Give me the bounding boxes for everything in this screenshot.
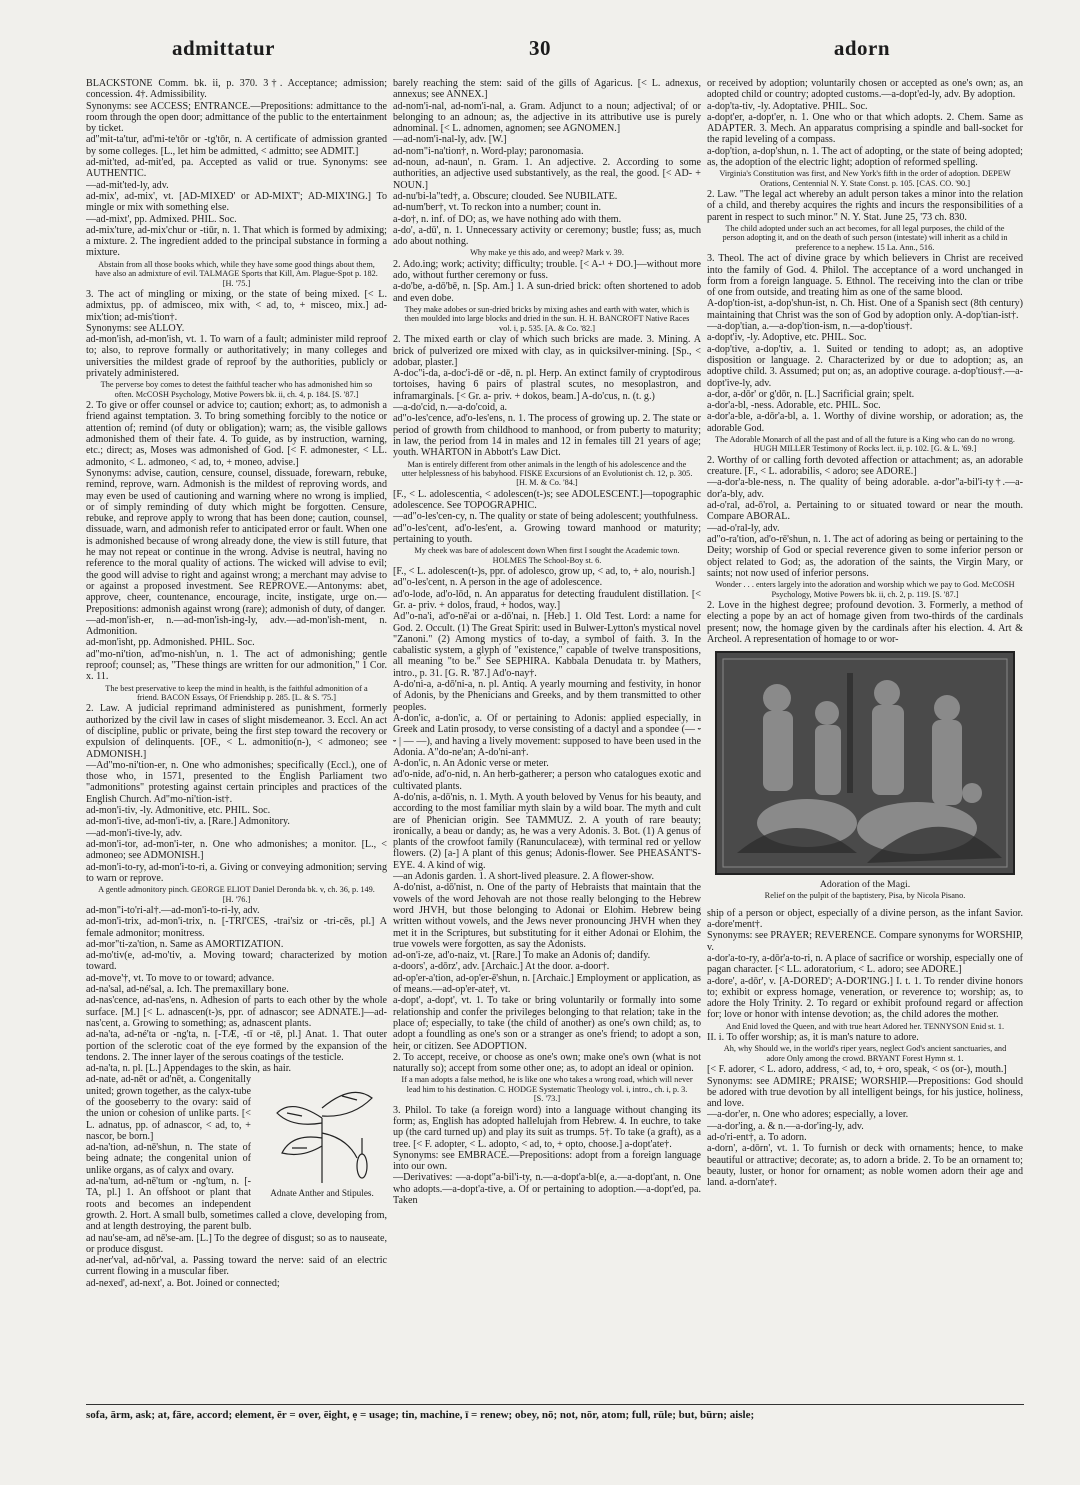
dictionary-entry: 2. Love in the highest degree; profound devotion. 3. Formerly, a method of electing a pope by an act of homage given from two-thirds of the cardinals present; now, the homage given by the cardinals after his election. 4. Art & Archeol. A representation of homage to or wor- (707, 599, 1023, 645)
citation: They make adobes or sun-dried bricks by mixing ashes and earth with water, which is then moulded into large blocks and dried in the sun. H. H. BANCROFT Native Races vol. i, p. 535. [A. & Co. '82.] (404, 305, 690, 333)
dictionary-entry: A-don'ic, n. An Adonic verse or meter. (393, 758, 549, 770)
dictionary-entry: BLACKSTONE Comm. bk. ii, p. 370. 3†. Acceptance; admission; concession. 4†. Admissibility. (86, 78, 387, 101)
footer-rule (86, 1404, 1024, 1405)
citation: The Adorable Monarch of all the past and of all the future is a King who can do no wrong. HUGH MILLER Testimony of Rocks lect. ii, p. 102. [G. & L. '69.] (715, 435, 1015, 454)
dictionary-entry: ad-mon"i-to'ri-al†.—ad-mon'i-to-ri-ly, adv. (86, 904, 260, 916)
dictionary-entry: Synonyms: see ALLOY. (86, 322, 185, 334)
dictionary-entry: —ad-mon'ish-er, n.—ad-mon'ish-ing-ly, adv.—ad-mon'ish-ment, n. Admonition. (86, 614, 387, 638)
dictionary-entry: [F., < L. adolescentia, < adolescen(t-)s; see ADOLESCENT.]—topographic adolescence. See TOPOGRAPHIC. (393, 488, 701, 512)
dictionary-entry: ad-nu'bi-la"ted†, a. Obscure; clouded. See NUBILATE. (393, 190, 618, 202)
plant-figure (257, 1078, 387, 1198)
dictionary-entry: a-dopt', a-dopt', vt. 1. To take or bring voluntarily or formally into some relationship and confer the privileges belonging to that relation; take in the place of; especially, to take (the child of another) as one's own child; as, to adopt a foundling as one's son or a stranger as one's friend; to adopt a son, heir, or citizen. See ADOPTION. (393, 995, 701, 1052)
dictionary-entry: a-dore', a-dōr', v. [A-DORED'; A-DOR'ING.] I. t. 1. To render divine honors to; exhibit or express homage, veneration, or reverence to; worship; as, to adore the Holy Trinity. 2. To regard or exhibit profound regard or affection for; love or honor with intense devotion; as, the child adores the mother. (707, 975, 1023, 1021)
dictionary-entry: 2. Worthy of or calling forth devoted affection or attachment; as, an adorable creature. [F., < L. adorabilis, < adoro; see ADORE.] (707, 454, 1023, 478)
dictionary-entry: 2. Law. A judicial reprimand administered as punishment, formerly authorized by the civil law in cases of slight misdemeanor. 3. Eccl. An act of discipline, public or private, being the first step toward the recovery or expulsion of delinquents. [OF., < L. admonitio(n-), < admoneo; see ADMONISH.] (86, 703, 387, 760)
dictionary-entry: a-do', a-dū', n. 1. Unnecessary activity or ceremony; bustle; fuss; as, much ado about nothing. (393, 224, 701, 248)
dictionary-entry: II. i. To offer worship; as, it is man's nature to adore. (707, 1032, 919, 1044)
citation: The best preservative to keep the mind in health, is the faithful admonition of a friend. BACON Essays, Of Friendship p. 285. [L. & S. '75.] (105, 683, 368, 702)
dictionary-entry: a-dorn', a-dōrn', vt. 1. To furnish or deck with ornaments; hence, to make beautiful or attractive; decorate; as, to adorn a bride. 2. To be an ornament to; beauty, luster, or honor for ornament; as noble women adorn their age and land. a-dorn'ate†. (707, 1143, 1023, 1189)
page-number: 30 (529, 36, 551, 60)
dictionary-entry: ad-mon'i-to-ry, ad-mon'i-to-ri, a. Giving or conveying admonition; serving to warn or reprove. (86, 861, 387, 884)
dictionary-entry: ad-nom"i-na'tion†, n. Word-play; paronomasia. (393, 145, 584, 157)
column-3 (707, 78, 1023, 1398)
dictionary-entry: a-dopt'iv, -ly. Adoptive, etc. PHIL. Soc. (707, 332, 867, 344)
dictionary-entry: Synonyms: see ACCESS; ENTRANCE.—Prepositions: admittance to the room through the open door; admittance of the public to the entertainment by ticket. (86, 100, 387, 135)
citation: Ah, why Should we, in the world's riper years, neglect God's ancient sanctuaries, and adore Only among the crowd. BRYANT Forest Hymn st. 1. (723, 1044, 1007, 1063)
dictionary-entry: ad nau'se-am, ad nē'se-am. [L.] To the degree of disgust; so as to nauseate, or produce disgust. (86, 1232, 387, 1255)
dictionary-entry: ad-op'er-a'tion, ad-op'er-ē'shun, n. [Archaic.] Employment or application, as of means.—ad-op'er-ate†, vt. (393, 972, 701, 996)
dictionary-entry: ad-na'sal, ad-né'sal, a. Ich. The premaxillary bone. (86, 984, 289, 996)
dictionary-entry: —Derivatives: —a-dopt"a-bil'i-ty, n.—a-dopt'a-bl(e, a.—a-dopt'ant, n. One who adopts.—a-dopt'a-tive, a. Of or pertaining to adoption.—a-dopt'ed, pa. Taken (393, 1172, 701, 1206)
figure-caption: Adoration of the Magi. (819, 879, 911, 891)
dictionary-entry: ad-mon'isht, pp. Admonished. PHIL. Soc. (86, 637, 255, 649)
dictionary-entry: or received by adoption; voluntarily chosen or accepted as one's own; as, an adopted child or country; adopted customs.—a-dopt'ed-ly, adv. By adoption. (707, 78, 1023, 101)
adoration-figure (707, 651, 1023, 902)
dictionary-entry: ad-nom'i-nal, ad-nom'i-nal, a. Gram. Adjunct to a noun; adjectival; of or belonging to an adnoun; as, the adjective in its attributive use is purely adnominal. [< L. adnomen, agnomen; see AGNOMEN.] (393, 100, 701, 135)
dictionary-entry: a-do†, n. inf. of DO; as, we have nothing ado with them. (393, 213, 622, 225)
dictionary-entry: —Ad"mo-ni'tion-er, n. One who admonishes; specifically (Eccl.), one of those who, in 1571, presented to the English Parliament two "admonitions" protesting against certain principles and practices of the English Church. Ad"mo-ni'tion-ist†. (86, 759, 387, 805)
dictionary-entry: —a-dor'ing, a. & n.—a-dor'ing-ly, adv. (707, 1120, 864, 1132)
dictionary-entry: A-doc"i-da, a-doc'i-dē or -dē, n. pl. Herp. An extinct family of cryptodirous tortoises, having 6 pairs of plastral scutes, no mesoplastron, and inframarginals. [< Gr. a- priv. + dokos, beam.] A-do'cus, n. (t. g.) (393, 368, 701, 402)
dictionary-entry: ad"o-ra'tion, ad'o-rē'shun, n. 1. The act of adoring as being or pertaining to the Deity; worship of God or special reverence given to some inferior person or object related to God; as, the adoration of the saints, the Virgin Mary, or saints; not now used of inferior persons. (707, 533, 1023, 579)
dictionary-entry: ad-noun, ad-naun', n. Gram. 1. An adjective. 2. According to some authorities, an adjective used substantively, as the real, the good. [< AD- + NOUN.] (393, 157, 701, 191)
dictionary-entry: ad'o-lode, ad'o-lōd, n. An apparatus for detecting fraudulent distillation. [< Gr. a- priv. + dolos, fraud, + hodos, way.] (393, 588, 701, 611)
dictionary-entry: ad-mix', ad-mix', vt. [AD-MIXED' or AD-MIXT'; AD-MIX'ING.] To mingle or mix with something else. (86, 190, 387, 214)
dictionary-entry: ad-o'ri-ent†, a. To adorn. (707, 1131, 807, 1143)
dictionary-entry: a-dor, a-dōr' or g'dōr, n. [L.] Sacrificial grain; spelt. (707, 388, 915, 400)
citation: If a man adopts a false method, he is like one who takes a wrong road, which will never lead him to his destination. C. HODGE Systematic Theology vol. i, intro., ch. i, p. 3. [S. '73.] (401, 1075, 693, 1104)
dictionary-entry: ad"o-les'cent, n. A person in the age of adolescence. (393, 577, 603, 589)
citation: Man is entirely different from other animals in the length of his adolescence and the utter helplessness of his babyhood. FISKE Excursions of an Evolutionist ch. 12, p. 305. [H. M. & Co. '84.] (401, 459, 693, 488)
dictionary-entry: ad-mo'tiv(e, ad-mo'tiv, a. Moving toward; characterized by motion toward. (86, 950, 387, 973)
page-header (0, 36, 1080, 66)
dictionary-entry: a-dor'a-to-ry, a-dōr'a-to-ri, n. A place of sacrifice or worship, especially one of pagan character. [< LL. adoratorium, < L. adoro; see ADORE.] (707, 952, 1023, 976)
dictionary-entry: a-dop'tion, a-dop'shun, n. 1. The act of adopting, or the state of being adopted; as, the adoption of the electric light; adoption of reformed spelling. (707, 145, 1023, 169)
dictionary-entry: 3. Theol. The act of divine grace by which believers in Christ are received into the family of God. 4. Philol. The acceptance of a word unchanged in form from a foreign language. 5. Ethnol. The receiving into the clan or tribe of one from outside, and treating him as one of the same blood. (707, 253, 1023, 299)
dictionary-entry: a-dopt'er, a-dopt'er, n. 1. One who or that which adopts. 2. Chem. Same as ADAPTER. 3. Mech. An apparatus comprising a spindle and ball-socket for the rapid leveling of a compass. (707, 111, 1023, 146)
dictionary-entry: A-don'ic, a-don'ic, a. Of or pertaining to Adonis: applied especially, in Greek and Latin prosody, to verse consisting of a dactyl and a spondee (— ⏑ ⏑ | — —), and having a lively movement: supposed to have been used in the Adonia. A"do-ne'an; A-do'ni-an†. (393, 712, 701, 758)
dictionary-entry: 2. To give or offer counsel or advice to; caution; exhort; as, to admonish a friend against temptation. 3. To bring something forcibly to the notice or attention of; remind (of duty or obligation); warn; as, the visible gallows admonished them of their fate. 4. To guide, as by instruction, warning, etc.; direct; as, Moses was admonished of God. [< F. admonester, < LL. admonito, < L. admoneo, < ad, to, + moneo, advise.] (86, 400, 387, 468)
column-2 (393, 78, 701, 1398)
dictionary-entry: 2. To accept, receive, or choose as one's own; make one's own (what is not naturally so); accept from some other one; as, to adopt an ideal or opinion. (393, 1051, 701, 1075)
dictionary-entry: 2. Law. "The legal act whereby an adult person takes a minor into the relation of a child, and thereby acquires the rights and incurs the responsibilities of a parent in respect to such minor." N. Y. Stat. June 25, '73 ch. 830. (707, 189, 1023, 223)
dictionary-entry: [F., < L. adolescen(t-)s, ppr. of adolesco, grow up, < ad, to, + alo, nourish.] (393, 566, 695, 578)
dictionary-entry: —ad-mit'ted-ly, adv. (86, 179, 169, 191)
dictionary-entry: —a-dop'tian, a.—a-dop'tion-ism, n.—a-dop'tious†. (707, 321, 913, 333)
dictionary-entry: —ad-mon'i-tive-ly, adv. (86, 827, 183, 839)
dictionary-entry: ad'o-nide, ad'o-nid, n. An herb-gatherer; a person who catalogues exotic and cultivated plants. (393, 769, 701, 792)
dictionary-entry: ad-mon'ish, ad-mon'ish, vt. 1. To warn of a fault; administer mild reproof to; also, to reprove formally or authoritatively; in many colleges and universities the mildest grade of reproof by the authorities, publicly or privately administered. (86, 334, 387, 380)
citation: Virginia's Constitution was first, and New York's fifth in the order of adoption. DEPEW Orations, Centennial N. Y. State Const. p. 105. [CAS. CO. '90.] (719, 169, 1011, 188)
citation: A gentle admonitory pinch. GEORGE ELIOT Daniel Deronda bk. v, ch. 36, p. 149. [H. '76.] (98, 885, 375, 904)
dictionary-entry: a-dop'ta-tiv, -ly. Adoptative. PHIL. Soc. (707, 100, 868, 112)
dictionary-entry: —a-do'cid, n.—a-do'coid, a. (393, 402, 508, 414)
dictionary-entry: ad"o-les'cent, ad'o-les'ent, a. Growing toward manhood or maturity; pertaining to youth. (393, 522, 701, 545)
dictionary-entry: ad-mon'i-tiv, -ly. Admonitive, etc. PHIL. Soc. (86, 805, 271, 817)
dictionary-entry: ad"o-les'cence, ad'o-les'ens, n. 1. The process of growing up. 2. The state or period of growth from childhood to manhood, or from puberty to maturity; in law, the period from 14 in males and 12 in females till 21 years of age; youth. WHARTON in Abbott's Law Dict. (393, 413, 701, 459)
citation: My cheek was bare of adolescent down When first I sought the Academic town. HOLMES The School-Boy st. 6. (414, 546, 680, 565)
dictionary-entry: ad-move'†, vt. To move to or toward; advance. (86, 972, 275, 984)
dictionary-entry: ad"mit-ta'tur, ad'mi-te'tōr or -tg'tōr, n. A certificate of admission granted by some colleges. [L., let him be admitted, < admitto; see ADMIT.] (86, 134, 387, 157)
relief-image (715, 651, 1015, 875)
dictionary-entry: ad-nas'cence, ad-nas'ens, n. Adhesion of parts to each other by the whole surface. [M.] [< L. adnascen(t-)s, ppr. of adnascor; see ADNATE.]—ad-nas'cent, a. Growing to something; as, adnascent plants. (86, 995, 387, 1029)
dictionary-entry: a-do'be, a-dō'bē, n. [Sp. Am.] 1. A sun-dried brick: often shortened to adob and even dobe. (393, 281, 701, 304)
citation: Wonder . . . enters largely into the adoration and worship which we pay to God. McCOSH Psychology, Motive Powers bk. ii, ch. 2, p. 119. [S. '87.] (715, 580, 1015, 599)
dictionary-entry: ship of a person or object, especially of a divine person, as the infant Savior. a-dore'ment†. (707, 907, 1023, 931)
dictionary-entry: A-do'nist, a-dō'nist, n. One of the party of Hebraists that maintain that the vowels of the word Jehovah are not those really belonging to the Hebrew word JHVH, but those belonging to Adonai or Elohim. Hebrew being written without vowels, and the Jews never pronouncing JHVH when they met it in the Scriptures, but substituting for it either Adonai or Elohim, the true vowels were forgotten, as say the Adonists. (393, 882, 701, 950)
dictionary-entry: —an Adonis garden. 1. A short-lived pleasure. 2. A flower-show. (393, 871, 654, 883)
dictionary-entry: ad-mon'i-tor, ad-mon'i-ter, n. One who admonishes; a monitor. [L., < admoneo; see ADMONISH.] (86, 838, 387, 862)
dictionary-entry: ad-ner'val, ad-nōr'val, a. Passing toward the nerve: said of an electric current flowing in a muscular fiber. (86, 1255, 387, 1278)
dictionary-entry: —ad"o-les'cen-cy, n. The quality or state of being adolescent; youthfulness. (393, 511, 699, 523)
dictionary-entry: 3. Philol. To take (a foreign word) into a language without changing its form; as, English has adopted hallelujah from Hebrew. 4. In euchre, to take up (the card turned up) and play its suit as trumps. 5†. To take (a graft), as a tree. [< F. adopter, < L. adopto, < ad, to, + opto, choose.] a-dopt'ate†. (393, 1104, 701, 1150)
citation: And Enid loved the Queen, and with true heart Adored her. TENNYSON Enid st. 1. (725, 1021, 1005, 1031)
dictionary-entry: ad-na'ta, n. pl. [L.] Appendages to the skin, as hair. (86, 1063, 292, 1075)
dictionary-entry: —ad-nom'i-nal-ly, adv. [W.] (393, 134, 507, 146)
dictionary-entry: —ad-mixt', pp. Admixed. PHIL. Soc. (86, 213, 237, 225)
dictionary-entry: ad-mix'ture, ad-mix'chur or -tiūr, n. 1. That which is formed by admixing; a mixture. 2. The ingredient added to the principal substance in forming a mixture. (86, 224, 387, 259)
dictionary-entry: [< F. adorer, < L. adoro, address, < ad, to, + oro, speak, < os (or-), mouth.] (707, 1064, 1007, 1076)
dictionary-entry: a-dor'a-ble, a-dōr'a-bl, a. 1. Worthy of divine worship, or adoration; as, the adorable God. (707, 411, 1023, 434)
dictionary-entry: A-do'nis, a-dō'nis, n. 1. Myth. A youth beloved by Venus for his beauty, and according to the most familiar myth slain by a wild boar. The myth and cult are of Phenician origin. See TAMMUZ. 2. A youth of rare beauty; ironically, a beau or dandy; as, he was a very Adonis. 3. Bot. (1) A genus of plants of the crowfoot family (Ranunculaceæ), with terminal red or yellow flowers. (2) [a-] A plant of this genus; Adonis-flower. See PHEASANT'S-EYE. 4. A kind of wig. (393, 791, 701, 871)
citation: The perverse boy comes to detest the faithful teacher who has admonished him so often. McCOSH Psychology, Motive Powers bk. ii, ch. 4, p. 184. [S. '87.] (100, 380, 373, 399)
dictionary-entry: ad-on'i-ze, ad'o-naiz, vt. [Rare.] To make an Adonis of; dandify. (393, 950, 651, 962)
dictionary-entry: 2. The mixed earth or clay of which such bricks are made. 3. Mining. A brick of pulverized ore mixed with clay, as in quicksilver-mining. [Sp., < adobar, plaster.] (393, 334, 701, 368)
dictionary-entry: ad-mit'ted, ad-mit'ed, pa. Accepted as valid or true. Synonyms: see AUTHENTIC. (86, 157, 387, 180)
dictionary-entry: Ad"o-na'i, ad'o-nē'ai or a-dō'nai, n. [Heb.] 1. Old Test. Lord: a name for God. 2. Occult. (1) The Great Spirit: used in Bulwer-Lytton's mystical novel "Zanoni." (2) Among mystics of to-day, a symbol of faith. 3. In the cabalistic system, a glyph of "existence," capable of twelve transpositions, all meaning "to be." See SEPHIRA. Kabbala Denudata tr. by Mathers, intro., p. 31. [G. R. '87.] Ad'o-nay†. (393, 611, 701, 679)
dictionary-entry: ad-na'tum, ad-nē'tum or -ng'tum, n. [-TA, pl.] 1. An offshoot or plant that roots and becomes an independent growth. 2. Hort. A small bulb, sometimes called a clove, developing from, and at length destroying, the parent bulb. (86, 1176, 387, 1233)
dictionary-entry: Synonyms: see ADMIRE; PRAISE; WORSHIP.—Prepositions: God should be adored with true devotion by all intelligent beings, for his justice, holiness, and love. (707, 1075, 1023, 1110)
dictionary-entry: ad"mo-ni'tion, ad'mo-nish'un, n. 1. The act of admonishing; gentle reproof; counsel; as, "These things are written for our admonition," 1 Cor. x. 11. (86, 648, 387, 683)
dictionary-entry: A-do'ni-a, a-dō'ni-a, n. pl. Antiq. A yearly mourning and festivity, in honor of Adonis, by the Phenicians and Greeks, and by them transmitted to other peoples. (393, 679, 701, 713)
dictionary-entry: ad-mor"ti-za'tion, n. Same as AMORTIZATION. (86, 938, 284, 950)
dictionary-entry: A-dop'tion-ist, a-dop'shun-ist, n. Ch. Hist. One of a Spanish sect (8th century) maintaining that Christ was the son of God by adoption only. A-dop'tian-ist†. (707, 298, 1023, 321)
citation: Why make ye this ado, and weep? Mark v. 39. (470, 248, 624, 258)
dictionary-entry: 2. Ado.ing; work; activity; difficulty; trouble. [< A-¹ + DO.]—without more ado, without further ceremony or fuss. (393, 258, 701, 282)
dictionary-entry: ad-na'ta, ad-né'ta or -ng'ta, n. [-TÆ, -tī or -tē, pl.] Anat. 1. That outer portion of the sclerotic coat of the eye formed by the expansion of the tendons. 2. The inner layer of the serous coatings of the testicle. (86, 1029, 387, 1063)
dictionary-entry: a-dop'tive, a-dop'tiv, a. 1. Suited or tending to adopt; as, an adoptive disposition or language. 2. Characterized by or due to adoption; as, an adoptive child. 3. Assumed; put on; as, an adoptive courage. a-dop'tious†.—a-dopt'ive-ly, adv. (707, 343, 1023, 389)
relief-illustration (717, 653, 1013, 873)
dictionary-entry: —a-dor'a-ble-ness, n. The quality of being adorable. a-dor"a-bil'i-ty†.—a-dor'a-bly, adv. (707, 477, 1023, 500)
dictionary-entry: ad-nexed', ad-next', a. Bot. Joined or connected; (86, 1277, 280, 1289)
dictionary-entry: barely reaching the stem: said of the gills of Agaricus. [< L. adnexus, annexus; see ANNEX.] (393, 78, 701, 101)
citation: Abstain from all those books which, while they have some good things about them, have also an admixture of evil. TALMAGE Sports that Kill, Am. Plague-Spot p. 182. [H. '75.] (95, 259, 378, 288)
dictionary-entry: ad-o'ral, ad-ō'rol, a. Pertaining to or situated toward or near the mouth. Compare ABORAL. (707, 500, 1023, 523)
dictionary-entry: a-dor'a-bl, -ness. Adorable, etc. PHIL. Soc. (707, 400, 881, 412)
dictionary-entry: ad-nate, ad-nēt or ad'nēt, a. Congenitally united; grown together, as the calyx-tube of the gooseberry to the ovary: said of the union or cohesion of unlike parts. [< L. adnatus, pp. of adnascor, < ad, to, + nascor, be born.] (86, 1074, 251, 1142)
dictionary-entry: ad-na'tion, ad-nē'shun, n. The state of being adnate; the congenital union of unlike organs, as of calyx and ovary. (86, 1142, 251, 1176)
column-1 (86, 78, 387, 1398)
dictionary-entry: Synonyms: see PRAYER; REVERENCE. Compare synonyms for WORSHIP, v. (707, 930, 1023, 953)
dictionary-entry: —ad-o'ral-ly, adv. (707, 522, 780, 534)
pronunciation-key: sofa, ārm, ask; at, fāre, accord; element, ēr = over, ēight, ẹ = usage; tin, machine, ī = renew; obey, nō; not, nōr, atom; full, rūle; but, būrn; aisle; (86, 1409, 755, 1421)
citation: The child adopted under such an act becomes, for all legal purposes, the child of the person adopting it, and on the death of such person (intestate) will inherit as a child in preference to a nephew. 15 La. Ann., 516. (722, 224, 1008, 252)
guide-word-last: adorn (833, 36, 890, 60)
dictionary-entry: ad-mon'i-tive, ad-mon'i-tiv, a. [Rare.] Admonitory. (86, 816, 290, 828)
dictionary-entry: a-doors', a-dōrz', adv. [Archaic.] At the door. a-door†. (393, 961, 610, 973)
dictionary-entry: Synonyms: see EMBRACE.—Prepositions: adopt from a foreign language into our own. (393, 1149, 701, 1173)
guide-word-first: admittatur (172, 36, 275, 60)
dictionary-entry: —a-dor'er, n. One who adores; especially, a lover. (707, 1109, 909, 1121)
plant-caption: Adnate Anther and Stipules. (270, 1188, 374, 1199)
figure-subcaption: Relief on the pulpit of the baptistery, Pisa, by Nicola Pisano. (764, 891, 966, 901)
dictionary-entry: 3. The act of mingling or mixing, or the state of being mixed. [< L. admixtus, pp. of admisceo, mix with, < ad, to, + misceo, mix.] ad-mix'tion; ad-mis'tion†. (86, 288, 387, 323)
dictionary-entry: ad-mon'i-trix, ad-mon'i-trix, n. [-TRI'CES, -trai'siz or -tri-cēs, pl.] A female admonitor; monitress. (86, 916, 387, 939)
dictionary-entry: Synonyms: advise, caution, censure, counsel, dissuade, forewarn, rebuke, remind, reprove, warn. Admonish is the mildest of reproving words, and may even be used of cautioning and warning where no wrong is implied, or of simply reminding of duty which might be forgotten. Censure, rebuke, and reprove apply to wrong that has been done; caution, counsel, dissuade, warn, and admonish refer to anticipated error or fault. When one is admonished because of wrong already done, the view is still future, that he may not repeat or continue in the wrong. Advise is neutral, having no reference to the moral quality of actions. The wicked will advise to evil; the good will advise to right and against wrong; a merchant may advise to or against a proposed investment. See REPROVE.—Antonyms: abet, approve, cheer, countenance, encourage, incite, instigate, urge on.—Prepositions: admonish against wrong (rare); admonish of duty, of danger. (86, 467, 387, 615)
dictionary-entry: ad-num'ber†, vt. To reckon into a number; count in. (393, 202, 602, 214)
adnate-anther-illustration (262, 1078, 382, 1188)
